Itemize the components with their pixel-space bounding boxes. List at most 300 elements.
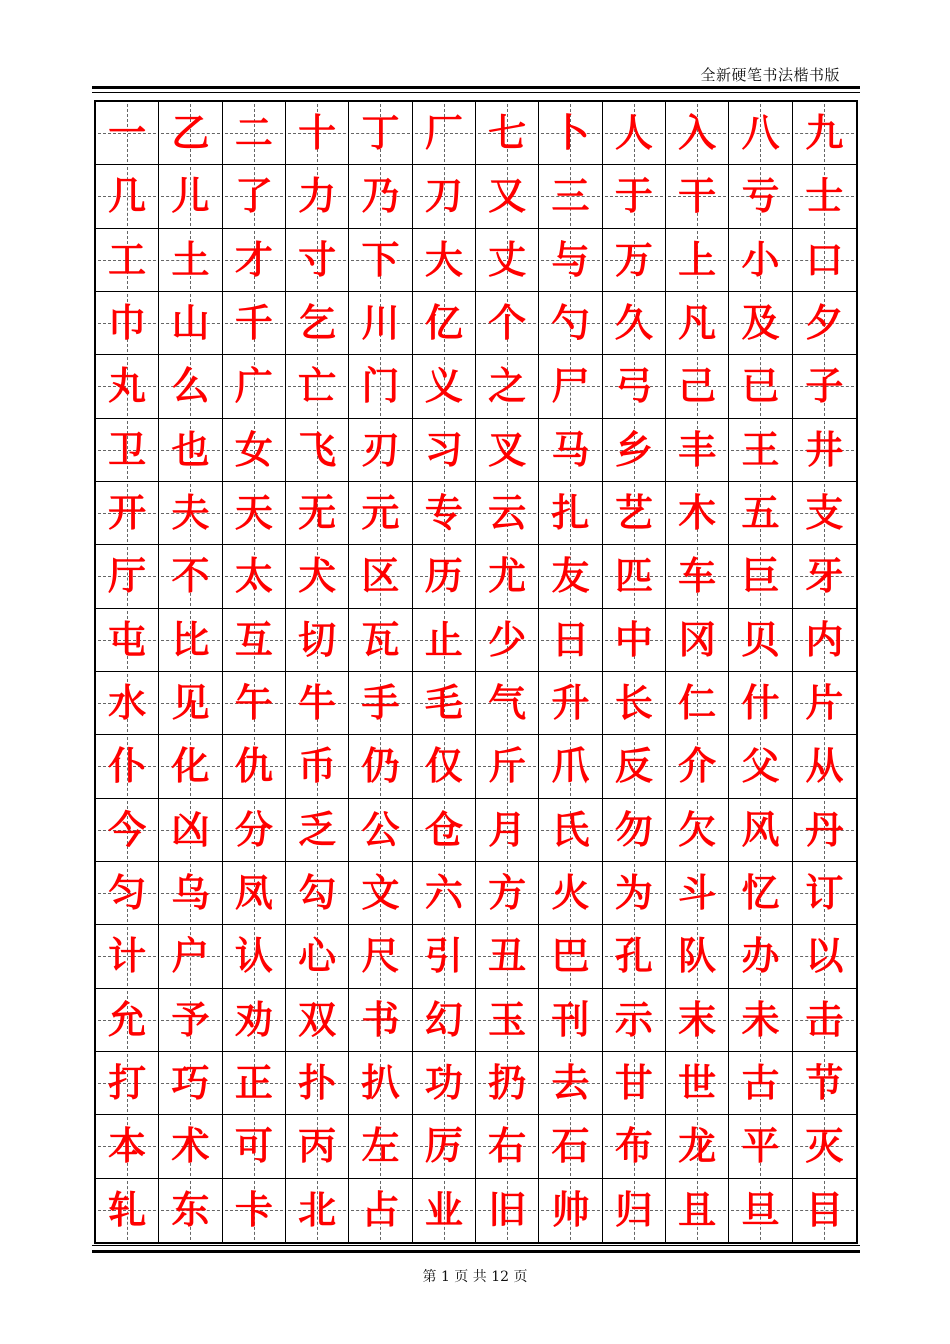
grid-cell — [349, 799, 412, 862]
practice-character: 匹 — [614, 553, 653, 599]
grid-cell — [603, 799, 666, 862]
footer-rule-thick — [92, 1250, 860, 1253]
grid-cell — [286, 735, 349, 798]
practice-character: 弓 — [614, 363, 653, 409]
grid-cell — [476, 1052, 539, 1115]
grid-cell — [666, 925, 729, 988]
practice-character: 归 — [614, 1187, 653, 1233]
practice-character: 口 — [805, 236, 844, 282]
grid-cell — [159, 419, 222, 482]
grid-cell — [96, 989, 159, 1052]
practice-character: 本 — [108, 1123, 147, 1169]
grid-cell — [159, 609, 222, 672]
practice-character: 世 — [678, 1060, 717, 1106]
practice-character: 仇 — [234, 743, 273, 789]
grid-cell — [729, 229, 792, 292]
grid-cell — [539, 672, 602, 735]
practice-character: 仍 — [361, 743, 400, 789]
header-rule-thin — [92, 92, 860, 93]
grid-cell — [286, 1179, 349, 1242]
practice-character: 乌 — [171, 870, 210, 916]
practice-character: 灭 — [805, 1123, 844, 1169]
grid-cell — [159, 862, 222, 925]
grid-cell — [413, 1052, 476, 1115]
grid-cell — [476, 292, 539, 355]
practice-character: 午 — [234, 680, 273, 726]
grid-cell — [413, 229, 476, 292]
practice-character: 介 — [678, 743, 717, 789]
grid-cell — [96, 799, 159, 862]
grid-cell — [729, 1052, 792, 1115]
practice-character: 打 — [108, 1060, 147, 1106]
practice-character: 旧 — [488, 1187, 527, 1233]
grid-cell — [603, 672, 666, 735]
grid-cell — [666, 1052, 729, 1115]
practice-character: 卫 — [108, 426, 147, 472]
grid-cell — [159, 165, 222, 228]
practice-character: 之 — [488, 363, 527, 409]
grid-cell — [539, 229, 602, 292]
practice-character: 川 — [361, 300, 400, 346]
grid-cell — [603, 1052, 666, 1115]
grid-cell — [603, 229, 666, 292]
grid-cell — [223, 799, 286, 862]
practice-character: 车 — [678, 553, 717, 599]
grid-cell — [159, 672, 222, 735]
grid-cell — [476, 355, 539, 418]
practice-character: 义 — [424, 363, 463, 409]
practice-character: 贝 — [741, 616, 780, 662]
practice-character: 占 — [361, 1187, 400, 1233]
practice-character: 亏 — [741, 173, 780, 219]
grid-cell — [729, 165, 792, 228]
grid-cell — [159, 545, 222, 608]
practice-character: 切 — [298, 616, 337, 662]
grid-cell — [413, 419, 476, 482]
practice-character: 示 — [614, 996, 653, 1042]
practice-character: 厉 — [424, 1123, 463, 1169]
grid-cell — [96, 1115, 159, 1178]
practice-character: 业 — [424, 1187, 463, 1233]
practice-character: 下 — [361, 236, 400, 282]
grid-cell — [539, 735, 602, 798]
grid-cell — [666, 799, 729, 862]
practice-character: 仅 — [424, 743, 463, 789]
practice-character: 支 — [805, 490, 844, 536]
grid-cell — [476, 545, 539, 608]
practice-character: 片 — [805, 680, 844, 726]
practice-character: 右 — [488, 1123, 527, 1169]
practice-character: 仆 — [108, 743, 147, 789]
practice-character: 尤 — [488, 553, 527, 599]
grid-cell — [666, 165, 729, 228]
grid-cell — [476, 925, 539, 988]
grid-cell — [729, 672, 792, 735]
practice-character: 几 — [108, 173, 147, 219]
grid-cell — [603, 545, 666, 608]
grid-cell — [793, 1179, 856, 1242]
practice-character: 五 — [741, 490, 780, 536]
practice-character: 认 — [234, 933, 273, 979]
grid-cell — [666, 862, 729, 925]
practice-character: 习 — [424, 426, 463, 472]
grid-cell — [539, 292, 602, 355]
grid-cell — [159, 355, 222, 418]
grid-cell — [603, 925, 666, 988]
grid-cell — [539, 419, 602, 482]
practice-character: 少 — [488, 616, 527, 662]
document-title: 全新硬笔书法楷书版 — [700, 66, 840, 84]
grid-cell — [603, 419, 666, 482]
practice-character: 上 — [678, 236, 717, 282]
grid-cell — [603, 609, 666, 672]
practice-character: 飞 — [298, 426, 337, 472]
practice-character: 千 — [234, 300, 273, 346]
grid-cell — [159, 229, 222, 292]
grid-cell — [286, 925, 349, 988]
grid-cell — [223, 672, 286, 735]
practice-character: 二 — [234, 110, 273, 156]
grid-cell — [793, 672, 856, 735]
grid-cell — [793, 292, 856, 355]
grid-cell — [286, 609, 349, 672]
practice-character: 办 — [741, 933, 780, 979]
grid-cell — [793, 229, 856, 292]
grid-cell — [286, 419, 349, 482]
grid-cell — [96, 1179, 159, 1242]
practice-character: 丑 — [488, 933, 527, 979]
grid-cell — [159, 102, 222, 165]
grid-cell — [223, 419, 286, 482]
practice-character: 巧 — [171, 1060, 210, 1106]
grid-cell — [223, 1052, 286, 1115]
grid-cell — [793, 1115, 856, 1178]
practice-character: 玉 — [488, 996, 527, 1042]
practice-character: 丰 — [678, 426, 717, 472]
practice-character: 才 — [234, 236, 273, 282]
grid-cell — [539, 102, 602, 165]
practice-character: 目 — [805, 1187, 844, 1233]
grid-cell — [729, 545, 792, 608]
practice-character: 方 — [488, 870, 527, 916]
practice-character: 正 — [234, 1060, 273, 1106]
grid-cell — [793, 989, 856, 1052]
grid-cell — [413, 165, 476, 228]
grid-cell — [413, 545, 476, 608]
practice-character: 子 — [805, 363, 844, 409]
practice-character: 厅 — [108, 553, 147, 599]
practice-character: 币 — [298, 743, 337, 789]
practice-character: 双 — [298, 996, 337, 1042]
practice-character: 刃 — [361, 426, 400, 472]
practice-character: 月 — [488, 806, 527, 852]
practice-character: 犬 — [298, 553, 337, 599]
practice-character: 可 — [234, 1123, 273, 1169]
grid-cell — [223, 229, 286, 292]
practice-character: 击 — [805, 996, 844, 1042]
practice-character: 尸 — [551, 363, 590, 409]
practice-character: 夕 — [805, 300, 844, 346]
practice-character: 斗 — [678, 870, 717, 916]
grid-cell — [96, 482, 159, 545]
grid-cell — [666, 735, 729, 798]
grid-cell — [539, 1179, 602, 1242]
practice-character: 勾 — [298, 870, 337, 916]
practice-character: 厂 — [424, 110, 463, 156]
grid-cell — [666, 419, 729, 482]
header-rule-thick — [92, 86, 860, 89]
practice-character: 乙 — [171, 110, 210, 156]
practice-character: 云 — [488, 490, 527, 536]
practice-character: 门 — [361, 363, 400, 409]
grid-cell — [603, 1115, 666, 1178]
grid-cell — [96, 545, 159, 608]
practice-character: 人 — [614, 110, 653, 156]
grid-cell — [603, 165, 666, 228]
practice-character: 计 — [108, 933, 147, 979]
practice-character: 井 — [805, 426, 844, 472]
practice-character: 干 — [678, 173, 717, 219]
practice-character: 分 — [234, 806, 273, 852]
grid-cell — [729, 1115, 792, 1178]
practice-character: 以 — [805, 933, 844, 979]
grid-cell — [349, 102, 412, 165]
practice-character: 儿 — [171, 173, 210, 219]
practice-character: 为 — [614, 870, 653, 916]
practice-character: 一 — [108, 110, 147, 156]
grid-cell — [793, 482, 856, 545]
grid-cell — [223, 545, 286, 608]
practice-character: 龙 — [678, 1123, 717, 1169]
practice-character: 匀 — [108, 870, 147, 916]
grid-cell — [286, 102, 349, 165]
practice-character: 去 — [551, 1060, 590, 1106]
grid-cell — [223, 292, 286, 355]
grid-cell — [223, 355, 286, 418]
practice-character: 七 — [488, 110, 527, 156]
grid-cell — [159, 1052, 222, 1115]
grid-cell — [793, 1052, 856, 1115]
practice-character: 气 — [488, 680, 527, 726]
grid-cell — [729, 292, 792, 355]
practice-character: 旦 — [741, 1187, 780, 1233]
grid-cell — [476, 482, 539, 545]
grid-cell — [603, 355, 666, 418]
grid-cell — [413, 1115, 476, 1178]
practice-character: 中 — [614, 616, 653, 662]
practice-character: 马 — [551, 426, 590, 472]
grid-cell — [476, 799, 539, 862]
footer-rule-thin — [92, 1245, 860, 1246]
practice-character: 丸 — [108, 363, 147, 409]
practice-character: 轧 — [108, 1187, 147, 1233]
practice-character: 夫 — [171, 490, 210, 536]
practice-character: 仓 — [424, 806, 463, 852]
practice-character: 订 — [805, 870, 844, 916]
grid-cell — [793, 609, 856, 672]
grid-cell — [286, 862, 349, 925]
grid-cell — [349, 165, 412, 228]
grid-cell — [286, 989, 349, 1052]
practice-character: 亡 — [298, 363, 337, 409]
practice-character: 石 — [551, 1123, 590, 1169]
grid-cell — [476, 609, 539, 672]
grid-cell — [603, 1179, 666, 1242]
practice-character: 木 — [678, 490, 717, 536]
grid-cell — [223, 989, 286, 1052]
practice-character: 卡 — [234, 1187, 273, 1233]
grid-cell — [666, 1179, 729, 1242]
practice-character: 与 — [551, 236, 590, 282]
grid-cell — [603, 292, 666, 355]
practice-character: 牛 — [298, 680, 337, 726]
practice-character: 太 — [234, 553, 273, 599]
practice-character: 扎 — [551, 490, 590, 536]
practice-character: 冈 — [678, 616, 717, 662]
grid-cell — [349, 735, 412, 798]
grid-cell — [603, 102, 666, 165]
practice-character: 历 — [424, 553, 463, 599]
practice-character: 乃 — [361, 173, 400, 219]
grid-cell — [539, 1115, 602, 1178]
grid-cell — [793, 735, 856, 798]
grid-cell — [96, 925, 159, 988]
practice-character: 巴 — [551, 933, 590, 979]
grid-cell — [729, 609, 792, 672]
practice-character: 十 — [298, 110, 337, 156]
practice-character: 公 — [361, 806, 400, 852]
grid-cell — [413, 925, 476, 988]
practice-character: 亿 — [424, 300, 463, 346]
grid-cell — [413, 102, 476, 165]
grid-cell — [793, 925, 856, 988]
grid-cell — [539, 862, 602, 925]
grid-cell — [349, 1115, 412, 1178]
practice-character: 予 — [171, 996, 210, 1042]
grid-cell — [349, 925, 412, 988]
grid-cell — [96, 292, 159, 355]
practice-character: 于 — [614, 173, 653, 219]
grid-cell — [666, 609, 729, 672]
grid-cell — [793, 419, 856, 482]
grid-cell — [349, 989, 412, 1052]
grid-cell — [96, 1052, 159, 1115]
practice-character: 丙 — [298, 1123, 337, 1169]
grid-cell — [286, 229, 349, 292]
grid-cell — [413, 355, 476, 418]
practice-character: 止 — [424, 616, 463, 662]
practice-character: 勿 — [614, 806, 653, 852]
grid-cell — [349, 545, 412, 608]
grid-cell — [413, 799, 476, 862]
practice-character: 水 — [108, 680, 147, 726]
practice-character: 小 — [741, 236, 780, 282]
practice-character: 巾 — [108, 300, 147, 346]
grid-cell — [159, 735, 222, 798]
practice-character: 节 — [805, 1060, 844, 1106]
practice-character: 什 — [741, 680, 780, 726]
practice-character: 毛 — [424, 680, 463, 726]
grid-cell — [476, 229, 539, 292]
grid-cell — [286, 545, 349, 608]
practice-character: 开 — [108, 490, 147, 536]
grid-cell — [539, 609, 602, 672]
practice-character: 九 — [805, 110, 844, 156]
grid-cell — [349, 1052, 412, 1115]
grid-cell — [349, 292, 412, 355]
grid-cell — [96, 165, 159, 228]
grid-cell — [223, 102, 286, 165]
grid-cell — [96, 229, 159, 292]
practice-character: 刀 — [424, 173, 463, 219]
grid-cell — [476, 672, 539, 735]
grid-cell — [96, 419, 159, 482]
practice-character: 书 — [361, 996, 400, 1042]
practice-character: 三 — [551, 173, 590, 219]
grid-cell — [223, 862, 286, 925]
grid-cell — [476, 989, 539, 1052]
grid-cell — [413, 609, 476, 672]
grid-cell — [729, 735, 792, 798]
grid-cell — [539, 545, 602, 608]
grid-cell — [603, 482, 666, 545]
grid-cell — [159, 1179, 222, 1242]
grid-cell — [223, 1115, 286, 1178]
practice-character: 又 — [488, 173, 527, 219]
grid-cell — [666, 229, 729, 292]
practice-character: 入 — [678, 110, 717, 156]
grid-cell — [793, 545, 856, 608]
practice-character: 丁 — [361, 110, 400, 156]
grid-cell — [476, 1179, 539, 1242]
grid-cell — [286, 672, 349, 735]
practice-character: 允 — [108, 996, 147, 1042]
practice-character: 帅 — [551, 1187, 590, 1233]
practice-character: 劝 — [234, 996, 273, 1042]
practice-character: 寸 — [298, 236, 337, 282]
grid-cell — [476, 102, 539, 165]
grid-cell — [729, 355, 792, 418]
grid-cell — [793, 355, 856, 418]
grid-cell — [729, 1179, 792, 1242]
practice-character: 巨 — [741, 553, 780, 599]
practice-character: 丈 — [488, 236, 527, 282]
practice-character: 凤 — [234, 870, 273, 916]
grid-cell — [666, 672, 729, 735]
practice-character: 忆 — [741, 870, 780, 916]
grid-cell — [223, 165, 286, 228]
grid-cell — [603, 989, 666, 1052]
grid-cell — [666, 545, 729, 608]
practice-character: 王 — [741, 426, 780, 472]
practice-character: 古 — [741, 1060, 780, 1106]
grid-cell — [349, 1179, 412, 1242]
grid-cell — [729, 862, 792, 925]
grid-cell — [286, 799, 349, 862]
practice-character: 户 — [171, 933, 210, 979]
grid-cell — [286, 1052, 349, 1115]
practice-character: 扒 — [361, 1060, 400, 1106]
grid-cell — [349, 672, 412, 735]
grid-cell — [729, 102, 792, 165]
grid-cell — [286, 482, 349, 545]
practice-character: 工 — [108, 236, 147, 282]
practice-character: 乞 — [298, 300, 337, 346]
practice-character: 尺 — [361, 933, 400, 979]
grid-cell — [223, 609, 286, 672]
practice-character: 长 — [614, 680, 653, 726]
grid-cell — [666, 355, 729, 418]
